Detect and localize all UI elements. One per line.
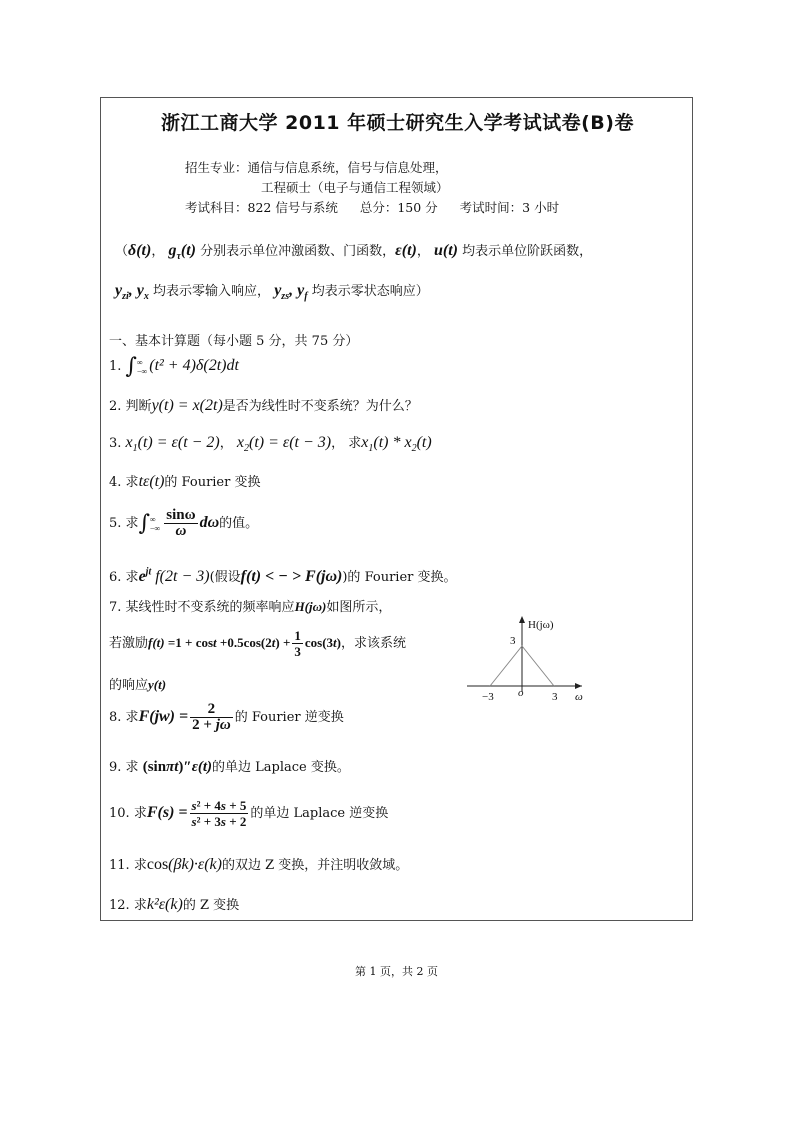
math-u: u(t) — [433, 242, 458, 259]
question-10 — [109, 798, 388, 829]
q9-number: 9. — [109, 760, 122, 775]
subject-value: 822 信号与系统 — [247, 200, 338, 215]
q4-number: 4. — [109, 475, 122, 490]
question-4 — [109, 471, 260, 491]
notation-text-1: 分别表示单位冲激函数、门函数， — [200, 244, 396, 259]
notation-line-1: （δ(t)， $g_\tau(t)$ 分别表示单位冲激函数、门函数，ε(t)， u(t) 均表示单位阶跃函数， — [115, 242, 593, 263]
q6-pair: f(t) < − > F(jω) — [240, 568, 343, 585]
question-11 — [109, 854, 408, 874]
q7-y: y(t) — [148, 677, 167, 692]
q2-text-b: 是否为线性时不变系统？为什么？ — [222, 399, 418, 414]
q7-text-b: 如图所示， — [326, 600, 392, 615]
graph-omega-label: ω — [575, 691, 583, 703]
q2-formula: y(t) = x(2t) — [151, 397, 223, 414]
notation-text-2: 均表示单位阶跃函数， — [462, 244, 593, 259]
q8-F: F(jw) = — [138, 708, 189, 725]
q2-number: 2. — [109, 399, 122, 414]
question-1: 1. ∫∞ −∞ (t² + 4)δ(2t)dt — [109, 354, 239, 379]
exam-title: 浙江工商大学 2011 年硕士研究生入学考试试卷(B)卷 — [161, 112, 634, 134]
q4-formula: tε(t) — [138, 473, 165, 490]
subject-line — [185, 198, 559, 216]
notation-line-2 — [115, 280, 429, 302]
q6-text-a: 求 — [125, 570, 139, 585]
math-epsilon: ε(t) — [395, 242, 417, 259]
q7-text-d: ，求该系统 — [341, 636, 407, 651]
q8-number: 8. — [109, 710, 122, 725]
question-9 — [109, 756, 350, 776]
graph-x-pos: 3 — [552, 691, 558, 703]
q10-text-a: 求 — [133, 806, 147, 821]
q6-formula: $e^{jt}$ f(2t − 3) — [138, 566, 210, 585]
question-8 — [109, 702, 344, 733]
q11-formula: cos(βk)·ε(k) — [146, 856, 222, 873]
question-12 — [109, 894, 239, 914]
major-value-1: 通信与信息系统，信号与信息处理， — [247, 160, 448, 175]
page-footer: 第 1 页，共 2 页 — [355, 965, 438, 978]
q3-x1: $x_1(t) = \varepsilon(t - 2)$ — [125, 434, 220, 455]
q7-text-a: 某线性时不变系统的频率响应 — [125, 600, 295, 615]
major-line — [185, 158, 448, 176]
q8-fraction: $\frac{2}{2 + j\omega}$ — [192, 701, 231, 733]
notation-text-3: 均表示零输入响应， — [153, 284, 271, 299]
q7-text-c: 若激励 — [109, 636, 149, 651]
question-5: 5. 求∫∞ −∞ $\frac{\sin\omega}{\omega}$ dω的值。 — [109, 507, 259, 539]
q10-text-b: 的单边 Laplace 逆变换 — [250, 806, 389, 821]
omega-axis-arrow — [575, 683, 582, 689]
q6-text-b: (假设 — [209, 570, 241, 585]
q2-text-a: 判断 — [125, 399, 152, 414]
question-7 — [109, 596, 391, 615]
q8-text-b: 的 Fourier 逆变换 — [234, 710, 344, 725]
q7-text-e: 的响应 — [109, 678, 149, 693]
q1-number: 1. — [109, 359, 122, 374]
q7-number: 7. — [109, 600, 122, 615]
question-3: 3. $x_1(t) = \varepsilon(t - 2)$， $x_2(t) = \varepsilon(t - 3)$， 求$x_1(t) * x_2(t)$ — [109, 434, 432, 455]
q7-H: H(jω) — [294, 599, 327, 614]
q12-text-a: 求 — [133, 898, 147, 913]
q7-excitation: f(t) =1 + cost +0.5cos(2t) + — [148, 635, 291, 650]
q3-number: 3. — [109, 436, 122, 451]
q1-formula: (t² + 4)δ(2t)dt — [149, 357, 239, 374]
q5-text-b: 的值。 — [219, 516, 259, 531]
q11-text-b: 的双边 Z 变换，并注明收敛域。 — [221, 858, 409, 873]
question-2 — [109, 395, 418, 415]
q5-number: 5. — [109, 516, 122, 531]
major-label: 招生专业： — [185, 160, 248, 175]
q9-text-a: 求 — [125, 760, 139, 775]
q10-number: 10. — [109, 806, 130, 821]
total-score: 总分：150 分 — [359, 200, 438, 215]
q12-number: 12. — [109, 898, 130, 913]
major-line-2: 工程硕士（电子与通信工程领域） — [261, 180, 449, 195]
q12-text-b: 的 Z 变换 — [182, 898, 240, 913]
q4-text-b: 的 Fourier 变换 — [164, 475, 261, 490]
q8-text-a: 求 — [125, 710, 139, 725]
q5-domega: dω — [199, 514, 220, 531]
notation-text-4: 均表示零状态响应） — [311, 284, 429, 299]
question-7-input — [109, 628, 406, 659]
frequency-response-graph — [462, 612, 592, 712]
graph-x-neg: −3 — [482, 691, 494, 703]
question-7-response — [109, 674, 166, 693]
q10-F: F(s) = — [146, 804, 188, 821]
h-axis-arrow — [519, 616, 525, 623]
subject-label: 考试科目： — [185, 200, 248, 215]
math-delta: δ(t) — [128, 242, 152, 259]
graph-peak-label: 3 — [510, 635, 516, 647]
q9-formula: (sinπt)″ε(t) — [142, 759, 212, 775]
q11-text-a: 求 — [133, 858, 147, 873]
q6-number: 6. — [109, 570, 122, 585]
q4-text-a: 求 — [125, 475, 139, 490]
q5-fraction: $\frac{\sin\omega}{\omega}$ — [166, 507, 196, 539]
section-heading: 一、基本计算题（每小题 5 分，共 75 分） — [109, 334, 359, 349]
graph-origin: o — [518, 687, 524, 699]
q7-excitation-end: cos(3t) — [304, 635, 341, 650]
exam-time: 考试时间：3 小时 — [459, 200, 560, 215]
q10-fraction: $\frac{\text{s² + 4s + 5}}{\text{s² + 3s + 2}}$ — [191, 798, 247, 829]
q3-conv: $x_1(t) * x_2(t)$ — [361, 434, 432, 455]
math-yzs: $y_{zs}$, $y_f$ — [274, 282, 308, 303]
q5-text-a: 求 — [125, 516, 139, 531]
q3-x2: $x_2(t) = \varepsilon(t - 3)$ — [236, 434, 332, 455]
q12-formula: k²ε(k) — [146, 896, 183, 913]
q11-number: 11. — [109, 858, 130, 873]
q3-text: 求 — [348, 436, 362, 451]
math-gate: $g_\tau(t)$ — [168, 242, 197, 263]
q6-text-c: )的 Fourier 变换。 — [342, 570, 457, 585]
math-yzi: $y_{zi}$, $y_x$ — [115, 282, 149, 303]
question-6 — [109, 566, 456, 586]
q9-text-b: 的单边 Laplace 变换。 — [212, 760, 350, 775]
exam-page-frame — [100, 97, 693, 921]
graph-ylabel: H(jω) — [528, 619, 554, 631]
q7-fraction: $\frac{1}{3}$ — [294, 628, 301, 659]
